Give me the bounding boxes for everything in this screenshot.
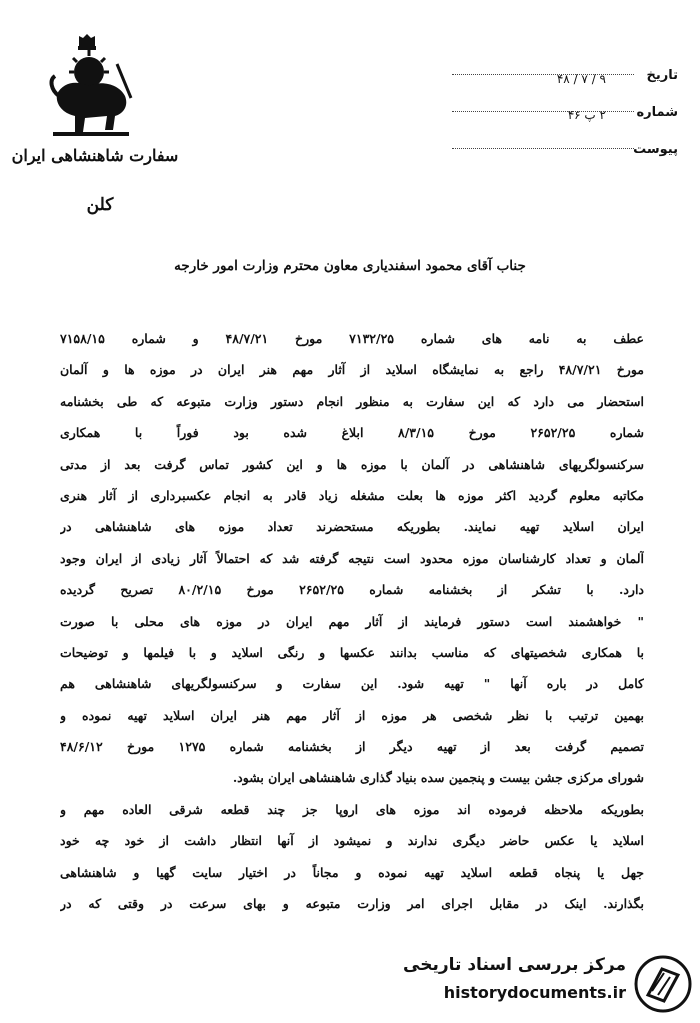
body-line: شماره ۲۶۵۲/۲۵ مورخ ۸/۳/۱۵ ابلاغ شده بود فوراً با همکاری [60, 425, 644, 441]
body-line: شورای مرکزی جشن بیست و پنجمین سده بنیاد گذاری شاهنشاهی ایران بشود. [232, 770, 644, 786]
number-dotted-line [452, 111, 634, 112]
date-value: ۹ / ۷ / ۴۸ [556, 72, 606, 86]
number-field [448, 105, 678, 142]
embassy-city: کلن [86, 195, 114, 215]
letter-salutation: جناب آقای محمود اسفندیاری معاون محترم وزارت امور خارجه [174, 258, 526, 274]
embassy-name: سفارت شاهنشاهی ایران [11, 146, 179, 165]
body-line: دارد. با تشکر از بخشنامه شماره ۲۶۵۲/۲۵ مورخ ۸۰/۲/۱۵ تصریح گردیده [60, 582, 644, 598]
lion-and-sun-emblem-icon [45, 34, 135, 139]
body-line: آلمان و تعداد کارشناسان موزه محدود است نتیجه گرفته شد که احتمالاً آثار زیادی از ایران وجود [60, 550, 644, 566]
archive-book-logo-icon [634, 955, 692, 1013]
number-value: ۲ پ ۴۶ [567, 108, 606, 122]
watermark-title: مرکز بررسی اسناد تاریخی [403, 955, 626, 975]
watermark [392, 953, 692, 1013]
body-line: با همکاری شخصیتهای که مناسب بدانند عکسها و رنگی اسلاید و با فیلمها و توضیحات [60, 644, 644, 660]
date-dotted-line [452, 74, 634, 75]
body-line: اسلاید یا عکس حاضر دیگری ندارند و نمیشود از آنها انتظار داشت از خود چه خود [60, 833, 644, 849]
body-line: استحضار می دارد که این سفارت به منظور انجام دستور وزارت متبوعه که طی بخشنامه [60, 393, 644, 409]
body-line: بگذارند. اینک در مقابل اجرای امر وزارت متبوعه و بهای سرعت در وقتی که در [60, 896, 644, 912]
body-line: کامل در باره آنها " تهیه شود. این سفارت و سرکنسولگریهای شاهنشاهی هم [60, 676, 644, 692]
attachment-dotted-line [452, 148, 634, 149]
attachment-field [448, 142, 678, 179]
watermark-url[interactable]: historydocuments.ir [443, 983, 626, 1002]
body-line: " خواهشمند است دستور فرمایند از آثار مهم ایران در موزه های محلی با صورت [60, 613, 644, 629]
number-label: شماره [636, 105, 678, 120]
body-line: مکاتبه معلوم گردید اکثر موزه ها بعلت مشغله زیاد قادر به انجام عکسبرداری از آثار هنری [60, 487, 644, 503]
body-line: سرکنسولگریهای شاهنشاهی در آلمان با موزه ها و این کشور تماس گرفت بعد از مدتی [60, 456, 644, 472]
body-line: جهل یا پنجاه قطعه اسلاید تهیه نموده و مجاناً در اختیار سایت گهیا و شاهنشاهی [60, 864, 644, 880]
letter-meta-fields [448, 68, 678, 179]
body-line: عطف به نامه های شماره ۷۱۳۲/۲۵ مورخ ۴۸/۷/۲۱ و شماره ۷۱۵۸/۱۵ [60, 331, 644, 346]
letter-body [60, 323, 644, 919]
date-label: تاریخ [646, 68, 678, 83]
body-line: بطوریکه ملاحظه فرموده اند موزه های اروپا جز چند قطعه شرقی العاده مهم و [60, 801, 644, 817]
attachment-label: پیوست [633, 142, 678, 157]
body-line: تصمیم گرفت بعد از تهیه دیگر از بخشنامه شماره ۱۲۷۵ مورخ ۴۸/۶/۱۲ [60, 739, 644, 755]
body-line: مورخ ۴۸/۷/۲۱ راجع به نمایشگاه اسلاید از آثار مهم هنر ایران در موزه ها و آلمان [60, 362, 644, 378]
body-line: بهمین ترتیب با نظر شخصی هر موزه از آثار مهم هنر ایران اسلاید تهیه نموده و [60, 707, 644, 723]
body-line: ایران اسلاید تهیه نمایند. بطوریکه مستحضرند تعداد موزه های شاهنشاهی در [60, 519, 644, 535]
